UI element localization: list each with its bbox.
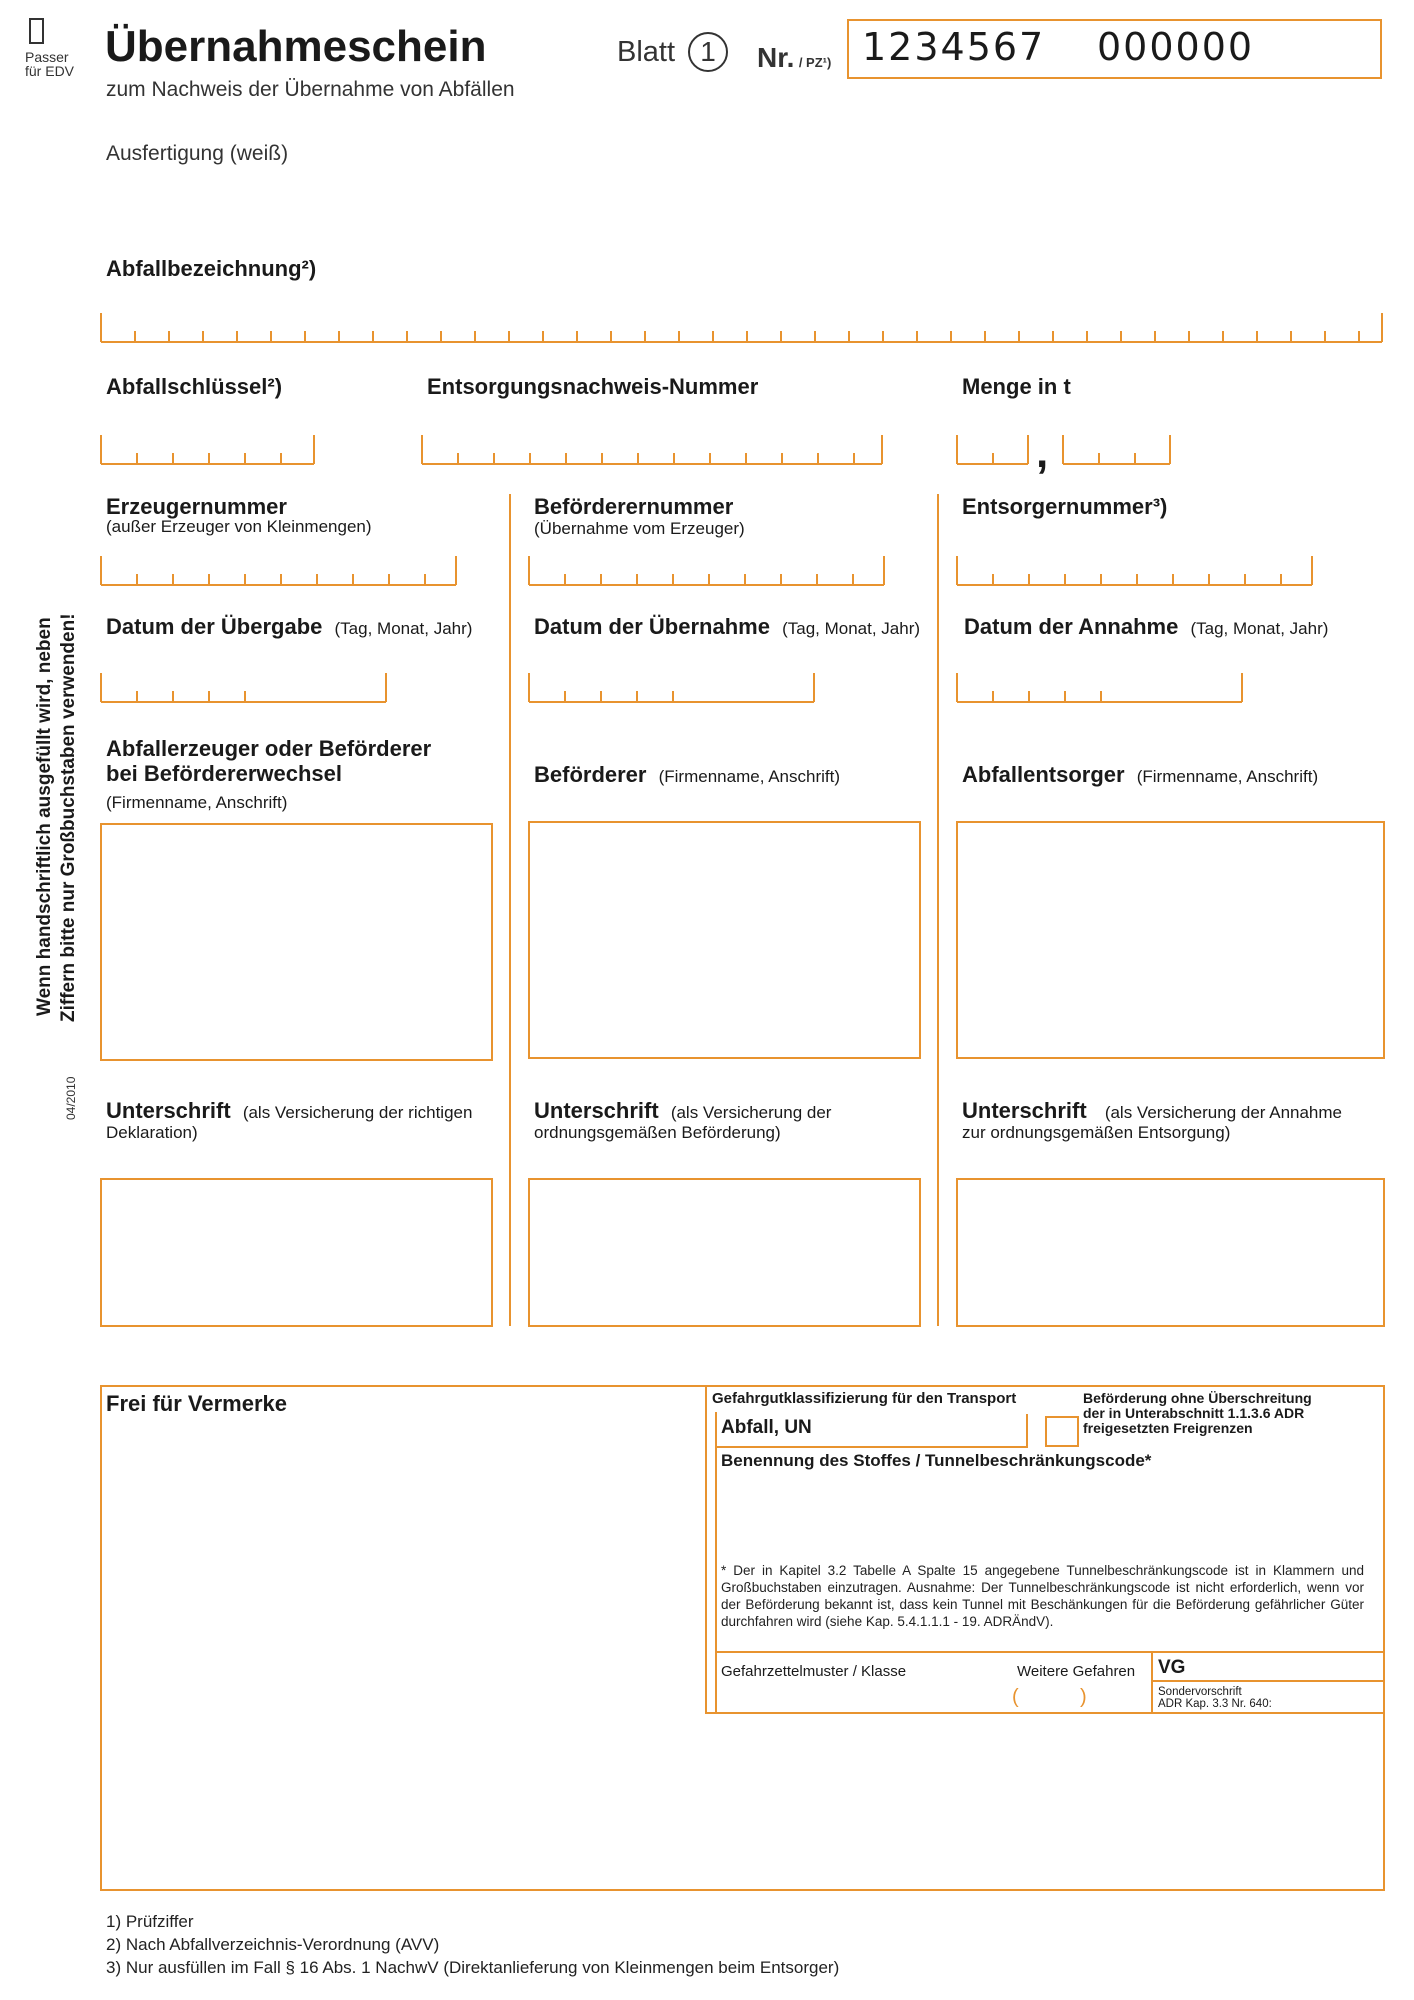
befoerderung-text	[1083, 1391, 1312, 1436]
gefahrgut-title: Gefahrgutklassifizierung für den Transport	[712, 1390, 1017, 1407]
unterschrift-2-label	[534, 1098, 831, 1124]
befoerderernummer-sub: (Übernahme vom Erzeuger)	[534, 519, 745, 538]
ausfertigung-label: Ausfertigung (weiß)	[106, 142, 289, 165]
gefahrzettel-top-border	[715, 1651, 1385, 1653]
datum-annahme-sub: (Tag, Monat, Jahr)	[1190, 619, 1329, 638]
abfallentsorger-firma-field[interactable]	[956, 821, 1385, 1059]
sonder-top-border	[1151, 1680, 1385, 1682]
befoerderung-line3: freigesetzten Freigrenzen	[1083, 1420, 1253, 1436]
datum-uebernahme-label	[534, 614, 920, 640]
blatt-label: Blatt	[617, 36, 676, 68]
document-number: 1234567	[862, 25, 1046, 69]
column-separator-1	[509, 494, 511, 1326]
edv-label-line1: Passer	[25, 49, 69, 65]
nr-suffix: / PZ¹)	[798, 55, 832, 70]
footnote-2: 2) Nach Abfallverzeichnis-Verordnung (AVV)	[106, 1935, 440, 1954]
datum-annahme-text: Datum der Annahme	[964, 614, 1179, 639]
page-subtitle: zum Nachweis der Übernahme von Abfällen	[106, 78, 515, 101]
gefahrgut-inner-left	[715, 1412, 717, 1714]
unterschrift-1-sub1: (als Versicherung der richtigen	[242, 1103, 473, 1122]
edv-label-line2: für EDV	[25, 63, 75, 79]
entsorgungsnachweis-field[interactable]	[421, 434, 884, 466]
entsorgungsnachweis-label: Entsorgungsnachweis-Nummer	[427, 374, 759, 399]
erzeuger-sub: (Firmenname, Anschrift)	[106, 793, 288, 812]
version-label: 04/2010	[64, 1076, 78, 1120]
unterschrift-1-text: Unterschrift	[106, 1098, 231, 1123]
menge-label: Menge in t	[962, 374, 1071, 399]
vermerke-title: Frei für Vermerke	[106, 1391, 287, 1416]
weitere-gefahren-label: Weitere Gefahren	[1017, 1663, 1136, 1680]
edv-marker-icon	[29, 18, 44, 44]
befoerderer-sub: (Firmenname, Anschrift)	[658, 767, 840, 786]
datum-uebernahme-text: Datum der Übernahme	[534, 614, 770, 639]
sonder-line1: Sondervorschrift	[1158, 1686, 1242, 1698]
abfall-un-underline	[715, 1446, 1028, 1448]
unterschrift-3-field[interactable]	[956, 1178, 1385, 1327]
unterschrift-1-sub2: Deklaration)	[106, 1123, 198, 1142]
blatt-number: 1	[700, 36, 716, 67]
abfallbezeichnung-field[interactable]	[100, 312, 1384, 344]
befoerderernummer-field[interactable]	[528, 555, 886, 587]
erzeuger-label-line1: Abfallerzeuger oder Beförderer	[106, 736, 432, 761]
abfallschluessel-field[interactable]	[100, 434, 316, 466]
datum-uebernahme-field[interactable]	[528, 672, 816, 704]
gefahrgut-left-border	[705, 1385, 707, 1714]
befoerderer-label	[534, 762, 840, 788]
side-instruction-line2: Ziffern bitte nur Großbuchstaben verwenden!	[58, 613, 79, 1022]
datum-uebernahme-sub: (Tag, Monat, Jahr)	[782, 619, 921, 638]
datum-uebergabe-sub: (Tag, Monat, Jahr)	[334, 619, 473, 638]
page-title: Übernahmeschein	[105, 22, 487, 71]
gefahrzettel-label: Gefahrzettelmuster / Klasse	[721, 1663, 907, 1680]
befoerderung-checkbox[interactable]	[1045, 1416, 1079, 1447]
unterschrift-1-label	[106, 1098, 472, 1124]
abfallbezeichnung-label: Abfallbezeichnung²)	[106, 256, 317, 281]
befoerderer-firma-field[interactable]	[528, 821, 921, 1059]
abfallentsorger-text: Abfallentsorger	[962, 762, 1125, 787]
erzeugernummer-label: Erzeugernummer	[106, 494, 287, 519]
abfall-un-right	[1026, 1414, 1028, 1448]
footnote-3: 3) Nur ausfüllen im Fall § 16 Abs. 1 NachwV (Direktanlieferung von Kleinmengen beim Entsorger)	[106, 1958, 840, 1977]
edv-label	[25, 50, 74, 78]
abfall-un-label: Abfall, UN	[721, 1417, 812, 1438]
datum-uebergabe-field[interactable]	[100, 672, 388, 704]
datum-annahme-field[interactable]	[956, 672, 1244, 704]
side-instruction-line1: Wenn handschriftlich ausgefüllt wird, neben	[34, 617, 55, 1016]
unterschrift-2-text: Unterschrift	[534, 1098, 659, 1123]
nr-label	[757, 42, 831, 74]
footnote-1: 1) Prüfziffer	[106, 1912, 194, 1931]
entsorgernummer-label: Entsorgernummer³)	[962, 494, 1168, 519]
unterschrift-3-label	[962, 1098, 1342, 1124]
unterschrift-3-text: Unterschrift	[962, 1098, 1087, 1123]
unterschrift-3-sub1: (als Versicherung der Annahme	[1104, 1103, 1343, 1122]
vg-left-border	[1151, 1651, 1153, 1714]
erzeuger-label-line2: bei Befördererwechsel	[106, 761, 342, 786]
tunnel-footnote: * Der in Kapitel 3.2 Tabelle A Spalte 15 angegebene Tunnelbeschränkungscode ist in Klammern und Großbuchstaben einzutragen. Ausnahme: Der Tunnelbeschränkungscode ist nicht erforderlich, wenn vor der Beförderung bekannt ist, dass kein Tunnel mit Beschänkungen für die Beförderung gefährlicher Güter durchfahren wird (siehe Kap. 5.4.1.1.1 - 19. ADRÄndV).	[721, 1563, 1364, 1629]
menge-comma: ,	[1036, 428, 1049, 477]
befoerderung-line1: Beförderung ohne Überschreitung	[1083, 1390, 1312, 1406]
gefahrgut-bottom-border	[705, 1712, 1385, 1714]
unterschrift-2-sub1: (als Versicherung der	[670, 1103, 832, 1122]
column-separator-2	[937, 494, 939, 1326]
unterschrift-3-sub2: zur ordnungsgemäßen Entsorgung)	[962, 1123, 1231, 1142]
unterschrift-2-field[interactable]	[528, 1178, 921, 1327]
footnotes	[106, 1910, 839, 1979]
erzeugernummer-field[interactable]	[100, 555, 458, 587]
blatt-number-circle	[688, 32, 728, 72]
abfallschluessel-label: Abfallschlüssel²)	[106, 374, 283, 399]
befoerderernummer-label: Beförderernummer	[534, 494, 734, 519]
unterschrift-1-field[interactable]	[100, 1178, 493, 1327]
sonder-line2: ADR Kap. 3.3 Nr. 640:	[1158, 1698, 1272, 1710]
befoerderer-text: Beförderer	[534, 762, 647, 787]
weitere-paren-close: )	[1080, 1686, 1087, 1708]
vg-label: VG	[1158, 1657, 1186, 1678]
befoerderung-line2: der in Unterabschnitt 1.1.3.6 ADR	[1083, 1405, 1305, 1421]
document-number-field[interactable]	[847, 19, 1382, 79]
abfallentsorger-sub: (Firmenname, Anschrift)	[1136, 767, 1319, 786]
weitere-paren-open: (	[1012, 1686, 1019, 1708]
erzeuger-firma-field[interactable]	[100, 823, 493, 1061]
unterschrift-2-sub2: ordnungsgemäßen Beförderung)	[534, 1123, 781, 1142]
datum-uebergabe-text: Datum der Übergabe	[106, 614, 323, 639]
entsorgernummer-field[interactable]	[956, 555, 1314, 587]
datum-annahme-label	[964, 614, 1328, 640]
document-number-pz: 000000	[1097, 25, 1255, 69]
benennung-label: Benennung des Stoffes / Tunnelbeschränkungscode*	[721, 1451, 1152, 1470]
nr-label-text: Nr.	[757, 42, 795, 73]
menge-integer-field[interactable]	[956, 434, 1030, 466]
menge-decimal-field[interactable]	[1062, 434, 1172, 466]
datum-uebergabe-label	[106, 614, 472, 640]
erzeugernummer-sub: (außer Erzeuger von Kleinmengen)	[106, 517, 372, 536]
abfallentsorger-label	[962, 762, 1318, 788]
sondervorschrift-text	[1158, 1686, 1272, 1710]
